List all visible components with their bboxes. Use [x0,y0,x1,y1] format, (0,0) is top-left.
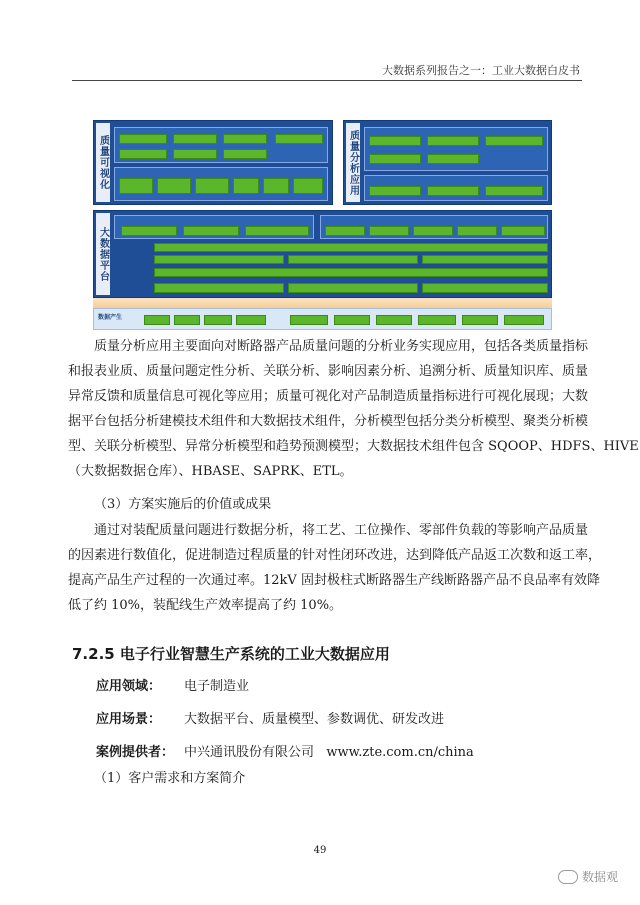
diagram-block [157,178,191,194]
diagram-block [288,283,418,293]
paragraph-quality-analysis [68,334,639,484]
diagram-block [173,134,217,144]
watermark-text: 数据观 [581,870,618,884]
page-number: 49 [313,845,327,856]
analysis-group-top [364,127,548,171]
platform-group-right [320,215,548,239]
diagram-block [288,255,418,264]
field-domain [96,675,249,694]
platform-group-left [114,215,314,239]
diagram-block [369,136,421,146]
subheading-customer [68,766,588,791]
text-line: 异常反馈和质量信息可视化等应用；质量可视化对产品制造质量指标进行可视化展现；大数 [68,389,589,404]
quality-visualization-label: 质量可视化 [96,123,110,202]
diagram-block [427,186,479,196]
architecture-figure [93,120,552,330]
diagram-block [427,154,479,164]
data-source-block [334,315,370,325]
diagram-block [245,226,309,236]
text-line: 质量分析应用主要面向对断路器产品质量问题的分析业务实现应用，包括各类质量指标 [94,339,589,354]
text-line: 据平台包括分析建模技术组件和大数据技术组件，分析模型包括分类分析模型、聚类分析模 [68,414,589,429]
text-line: 的因素进行数值化，促进制造过程质量的针对性闭环改进，达到降低产品返工次数和返工率， [68,548,602,563]
bigdata-platform-label: 大数据平台 [96,213,110,295]
quality-analysis-label: 质量分析应用 [346,123,360,202]
diagram-block [223,149,267,159]
diagram-block [457,226,497,236]
data-source-block [376,315,412,325]
field-provider [96,741,474,760]
diagram-block [119,178,153,194]
diagram-block [154,268,548,277]
visual-group-top [114,127,328,163]
visual-group-bottom [114,167,328,201]
diagram-block [427,136,479,146]
diagram-block [154,243,548,252]
data-production-label: 数据产生 [98,314,123,321]
paragraph-results [68,518,602,618]
diagram-block [154,283,284,293]
data-source-block [418,315,456,325]
text-line: 通过对装配质量问题进行数据分析，将工艺、工位操作、零部件负载的等影响产品质量 [94,523,589,538]
diagram-block [233,178,259,194]
field-value: 大数据平台、质量模型、参数调优、研发改进 [184,712,445,727]
diagram-block [263,178,289,194]
diagram-block [325,226,365,236]
diagram-block [485,136,543,146]
diagram-block [369,186,421,196]
diagram-block [422,255,548,264]
diagram-block [223,134,267,144]
field-value: 中兴通讯股份有限公司 www.zte.com.cn/china [184,745,474,760]
bigdata-platform-panel [93,210,552,298]
diagram-block [369,226,409,236]
header-title: 大数据系列报告之一：工业大数据白皮书 [382,64,580,77]
text-line: 低了约 10%，装配线生产效率提高了约 10%。 [68,598,343,613]
data-source-block [204,315,232,325]
diagram-block [154,255,284,264]
analysis-group-bottom [364,175,548,201]
data-source-block [144,315,170,325]
diagram-block [485,186,543,196]
diagram-block [422,283,548,293]
field-key: 案例提供者： [96,745,175,760]
data-source-block [290,315,328,325]
quality-analysis-panel [343,120,552,205]
data-source-block [504,315,544,325]
field-value: 电子制造业 [184,679,250,694]
diagram-block [119,134,167,144]
text-line: 和报表业质、质量问题定性分析、关联分析、影响因素分析、追溯分析、质量知识库、质量 [68,364,589,379]
section-heading: 7.2.5 电子行业智慧生产系统的工业大数据应用 [72,645,390,663]
page-header [0,62,640,82]
watermark [558,868,618,885]
data-source-block [462,315,498,325]
data-source-block [236,315,266,325]
text-line: （3）方案实施后的价值或成果 [94,497,272,512]
quality-visualization-panel [93,120,333,205]
wechat-icon [558,870,578,884]
text-line: （大数据数据仓库）、HBASE、SAPRK、ETL。 [68,464,353,479]
diagram-block [293,178,323,194]
text-line: 型、关联分析模型、异常分析模型和趋势预测模型；大数据技术组件包含 SQOOP、HDFS、HIVE [68,439,639,454]
text-line: 提高产品生产过程的一次通过率。12kV 固封极柱式断路器生产线断路器产品不良品率有效降 [68,573,600,588]
diagram-block [195,178,229,194]
field-key: 应用场景： [96,712,162,727]
header-rule [72,80,582,81]
diagram-block [275,134,323,144]
data-production-panel [93,308,552,330]
diagram-block [119,149,167,159]
subheading-value [68,492,588,517]
diagram-block [173,149,217,159]
data-source-block [174,315,200,325]
diagram-block [369,154,421,164]
field-scenario [96,708,444,727]
diagram-block [501,226,545,236]
diagram-block [183,226,239,236]
diagram-block [413,226,453,236]
field-key: 应用领域： [96,679,162,694]
diagram-block [121,226,177,236]
text-line: （1）客户需求和方案简介 [94,771,246,786]
